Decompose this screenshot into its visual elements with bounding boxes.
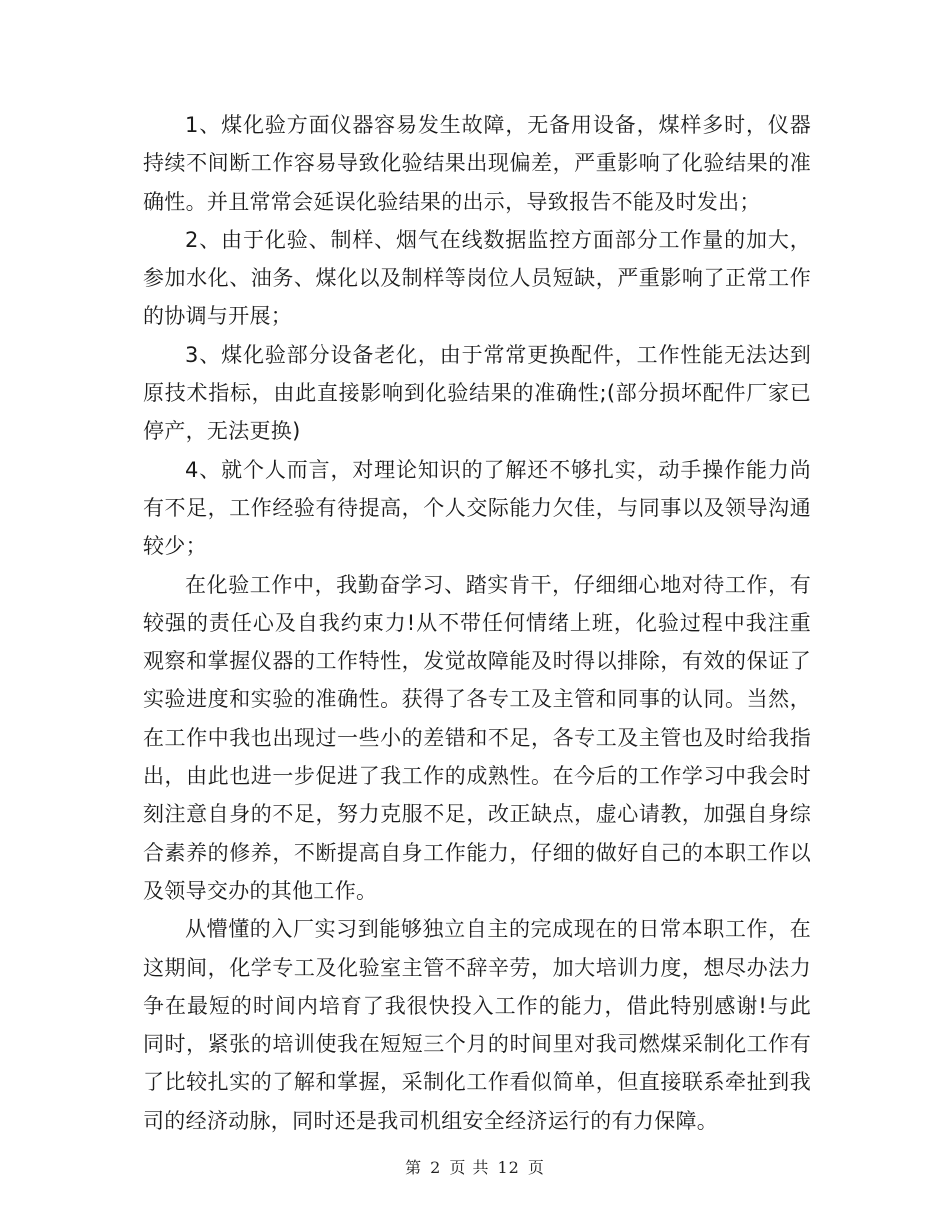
- footer-current-page: 2: [430, 1158, 442, 1177]
- document-body: [143, 106, 811, 1140]
- page-footer: [0, 1155, 950, 1178]
- paragraph-item-3: 3、煤化验部分设备老化，由于常常更换配件，工作性能无法达到原技术指标，由此直接影响到化验结果的准确性;(部分损坏配件厂家已停产，无法更换): [143, 342, 811, 444]
- footer-total-pages: 12: [497, 1158, 520, 1177]
- paragraph-item-1: 1、煤化验方面仪器容易发生故障，无备用设备，煤样多时，仪器持续不间断工作容易导致化验结果出现偏差，严重影响了化验结果的准确性。并且常常会延误化验结果的出示，导致报告不能及时发出；: [143, 113, 811, 214]
- paragraph-item-4: 4、就个人而言，对理论知识的了解还不够扎实，动手操作能力尚有不足，工作经验有待提高，个人交际能力欠佳，与同事以及领导沟通较少；: [143, 457, 811, 559]
- paragraph-item-2: 2、由于化验、制样、烟气在线数据监控方面部分工作量的加大，参加水化、油务、煤化以及制样等岗位人员短缺，严重影响了正常工作的协调与开展；: [143, 227, 811, 329]
- paragraph-work-attitude: 在化验工作中，我勤奋学习、踏实肯干，仔细细心地对待工作，有较强的责任心及自我约束力!从不带任何情绪上班，化验过程中我注重观察和掌握仪器的工作特性，发觉故障能及时得以排除，有效的保证了实验进度和实验的准确性。获得了各专工及主管和同事的认同。当然，在工作中我也出现过一些小的差错和不足，各专工及主管也及时给我指出，由此也进一步促进了我工作的成熟性。在今后的工作学习中我会时刻注意自身的不足，努力克服不足，改正缺点，虚心请教，加强自身综合素养的修养，不断提高自身工作能力，仔细的做好自己的本职工作以及领导交办的其他工作。: [143, 572, 811, 903]
- footer-middle: 页 共: [449, 1158, 490, 1177]
- footer-suffix: 页: [527, 1158, 545, 1177]
- footer-prefix: 第: [405, 1158, 423, 1177]
- paragraph-gratitude: 从懵懂的入厂实习到能够独立自主的完成现在的日常本职工作，在这期间，化学专工及化验室主管不辞辛劳，加大培训力度，想尽办法力争在最短的时间内培育了我很快投入工作的能力，借此特别感谢!与此同时，紧张的培训使我在短短三个月的时间里对我司燃煤采制化工作有了比较扎实的了解和掌握，采制化工作看似简单，但直接联系牵扯到我司的经济动脉，同时还是我司机组安全经济运行的有力保障。: [143, 917, 811, 1133]
